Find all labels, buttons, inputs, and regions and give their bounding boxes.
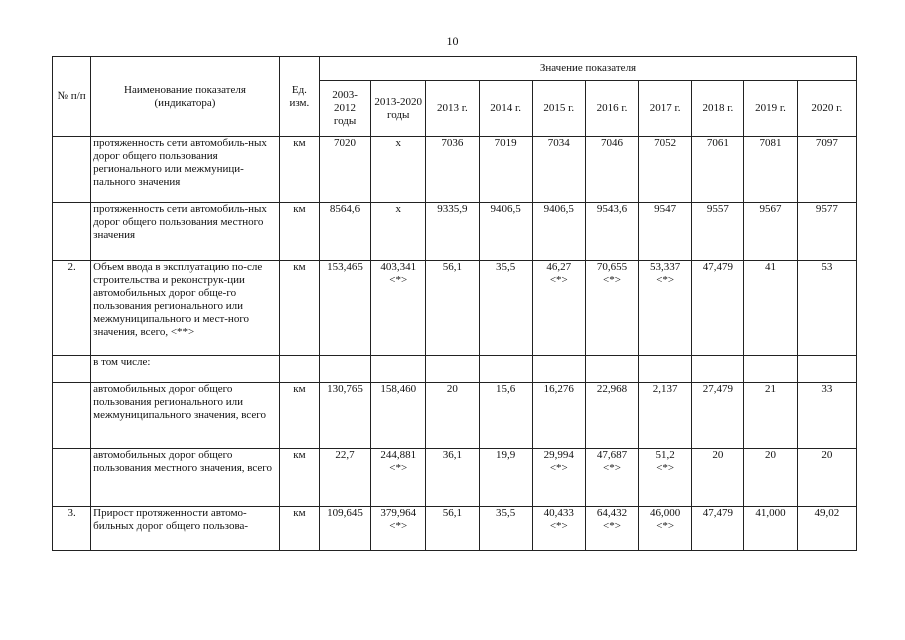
footnote-mark: <*>	[603, 520, 621, 532]
value-cell	[585, 507, 638, 551]
value-text: 7020	[334, 137, 357, 149]
value-text: 9557	[706, 203, 729, 215]
value-text: 40,433	[543, 507, 574, 519]
value-cell	[319, 356, 370, 383]
value-text: 35,5	[495, 261, 516, 273]
header-year-col: 2019 г.	[744, 81, 797, 137]
value-cell	[532, 261, 585, 356]
value-cell	[371, 261, 426, 356]
value-text: 20	[712, 449, 724, 461]
value-cell	[371, 383, 426, 449]
value-cell	[692, 203, 744, 261]
value-cell	[479, 383, 532, 449]
value-cell	[585, 449, 638, 507]
unit-cell: км	[279, 203, 319, 261]
row-number	[53, 383, 91, 449]
table-row	[53, 261, 857, 356]
value-cell	[692, 261, 744, 356]
row-number: 2.	[53, 261, 91, 356]
value-text: 47,479	[702, 261, 733, 273]
value-cell	[319, 383, 370, 449]
value-text: 9567	[759, 203, 782, 215]
value-text: 29,994	[543, 449, 574, 461]
value-cell	[426, 383, 479, 449]
value-cell	[319, 507, 370, 551]
value-cell	[585, 137, 638, 203]
value-cell	[744, 261, 797, 356]
value-cell	[744, 137, 797, 203]
value-text: 53,337	[650, 261, 681, 273]
value-text: 35,5	[495, 507, 516, 519]
row-number: 3.	[53, 507, 91, 551]
footnote-mark: <*>	[549, 462, 568, 474]
value-cell	[585, 203, 638, 261]
value-text: 51,2	[655, 449, 675, 461]
value-text: 56,1	[442, 507, 463, 519]
value-text: 15,6	[495, 383, 516, 395]
value-text: 16,276	[543, 383, 574, 395]
value-cell	[479, 356, 532, 383]
value-text: 9335,9	[437, 203, 468, 215]
table-row	[53, 203, 857, 261]
header-year-col: 2013-2020 годы	[371, 81, 426, 137]
unit-cell: км	[279, 137, 319, 203]
value-cell	[797, 356, 856, 383]
value-cell	[797, 507, 856, 551]
value-cell	[639, 203, 692, 261]
value-text: 109,645	[327, 507, 363, 519]
value-text: х	[395, 137, 401, 149]
value-cell	[797, 449, 856, 507]
value-cell	[479, 507, 532, 551]
value-text: 47,687	[596, 449, 628, 461]
value-cell	[692, 137, 744, 203]
value-text: х	[395, 203, 401, 215]
value-text: 9406,5	[543, 203, 574, 215]
value-text: 7097	[815, 137, 838, 149]
value-cell	[479, 261, 532, 356]
value-cell	[319, 203, 370, 261]
value-cell	[639, 356, 692, 383]
value-cell	[479, 449, 532, 507]
value-cell	[426, 356, 479, 383]
unit-cell	[279, 356, 319, 383]
header-year-col: 2017 г.	[639, 81, 692, 137]
value-text: 403,341	[380, 261, 417, 273]
value-text: 64,432	[596, 507, 628, 519]
value-cell	[479, 203, 532, 261]
table-row	[53, 383, 857, 449]
table-row	[53, 356, 857, 383]
value-text: 46,27	[546, 261, 572, 273]
value-text: 7081	[759, 137, 782, 149]
value-cell	[797, 203, 856, 261]
value-cell	[639, 261, 692, 356]
value-cell	[426, 507, 479, 551]
value-text: 9543,6	[596, 203, 628, 215]
value-text: 7052	[654, 137, 677, 149]
footnote-mark: <*>	[549, 520, 568, 532]
value-cell	[319, 449, 370, 507]
value-text: 36,1	[442, 449, 463, 461]
value-text: 158,460	[380, 383, 417, 395]
value-text: 56,1	[442, 261, 463, 273]
value-cell	[319, 137, 370, 203]
value-cell	[532, 383, 585, 449]
unit-cell: км	[279, 449, 319, 507]
value-text: 33	[821, 383, 833, 395]
value-text: 8564,6	[329, 203, 361, 215]
header-year-col: 2018 г.	[692, 81, 744, 137]
value-cell	[585, 383, 638, 449]
value-cell	[371, 449, 426, 507]
value-cell	[744, 383, 797, 449]
indicator-table	[52, 56, 857, 551]
value-text: 130,765	[327, 383, 363, 395]
value-text: 41,000	[755, 507, 786, 519]
value-cell	[426, 203, 479, 261]
value-text: 7036	[441, 137, 464, 149]
header-year-col: 2003-2012 годы	[319, 81, 370, 137]
value-cell	[532, 449, 585, 507]
header-year-col: 2014 г.	[479, 81, 532, 137]
indicator-name: протяженность сети автомобиль-ных дорог общего пользования регионального или межмуници-пального значения	[91, 137, 280, 203]
value-cell	[744, 203, 797, 261]
value-cell	[692, 449, 744, 507]
value-cell	[639, 383, 692, 449]
row-number	[53, 356, 91, 383]
value-text: 49,02	[814, 507, 840, 519]
header-num: № п/п	[53, 57, 91, 137]
table-row	[53, 137, 857, 203]
value-cell	[371, 203, 426, 261]
value-cell	[371, 356, 426, 383]
value-text: 47,479	[702, 507, 733, 519]
header-year-col: 2020 г.	[797, 81, 856, 137]
value-text: 22,968	[596, 383, 628, 395]
value-cell	[371, 507, 426, 551]
value-text: 9547	[654, 203, 677, 215]
value-cell	[797, 383, 856, 449]
value-cell	[692, 356, 744, 383]
value-text: 9406,5	[490, 203, 521, 215]
unit-cell: км	[279, 383, 319, 449]
unit-cell: км	[279, 261, 319, 356]
value-text: 20	[446, 383, 458, 395]
footnote-mark: <*>	[549, 274, 568, 286]
footnote-mark: <*>	[389, 274, 408, 286]
footnote-mark: <*>	[389, 520, 408, 532]
header-name: Наименование показателя (индикатора)	[91, 57, 280, 137]
footnote-mark: <*>	[656, 462, 675, 474]
value-text: 20	[821, 449, 833, 461]
value-cell	[639, 449, 692, 507]
value-text: 19,9	[495, 449, 516, 461]
header-year-col: 2016 г.	[585, 81, 638, 137]
indicator-name: автомобильных дорог общего пользования регионального или межмуниципального значения, всего	[91, 383, 280, 449]
table-row	[53, 449, 857, 507]
value-cell	[744, 507, 797, 551]
value-text: 379,964	[380, 507, 417, 519]
value-cell	[532, 203, 585, 261]
value-text: 21	[765, 383, 777, 395]
value-cell	[426, 261, 479, 356]
footnote-mark: <*>	[656, 520, 675, 532]
value-text: 20	[765, 449, 777, 461]
header-year-col: 2013 г.	[426, 81, 479, 137]
value-text: 7034	[547, 137, 570, 149]
value-text: 27,479	[702, 383, 733, 395]
value-cell	[532, 137, 585, 203]
value-text: 7019	[494, 137, 517, 149]
value-cell	[585, 261, 638, 356]
value-text: 2,137	[652, 383, 678, 395]
value-cell	[532, 356, 585, 383]
value-cell	[797, 261, 856, 356]
header-values-group: Значение показателя	[319, 57, 856, 81]
footnote-mark: <*>	[603, 462, 621, 474]
value-cell	[371, 137, 426, 203]
indicator-name: протяженность сети автомобиль-ных дорог общего пользования местного значения	[91, 203, 280, 261]
value-text: 41	[765, 261, 777, 273]
value-cell	[319, 261, 370, 356]
row-number	[53, 137, 91, 203]
value-cell	[797, 137, 856, 203]
indicator-name: Прирост протяженности автомо-бильных дорог общего пользова-	[91, 507, 280, 551]
row-number	[53, 203, 91, 261]
value-text: 244,881	[380, 449, 417, 461]
value-text: 7061	[706, 137, 729, 149]
value-text: 53	[821, 261, 833, 273]
value-text: 153,465	[327, 261, 363, 273]
indicator-name: автомобильных дорог общего пользования местного значения, всего	[91, 449, 280, 507]
value-text: 70,655	[596, 261, 628, 273]
value-cell	[744, 356, 797, 383]
indicator-name: Объем ввода в эксплуатацию по-сле строительства и реконструк-ции автомобильных дорог обще-го пользования регионального или межмуниципального и мест-ного значения, всего, <**>	[91, 261, 280, 356]
indicator-name: в том числе:	[91, 356, 280, 383]
value-text: 9577	[815, 203, 838, 215]
table-row	[53, 507, 857, 551]
value-cell	[639, 137, 692, 203]
value-text: 7046	[600, 137, 623, 149]
header-unit: Ед. изм.	[279, 57, 319, 137]
value-cell	[532, 507, 585, 551]
page-number: 10	[446, 34, 459, 48]
value-cell	[426, 449, 479, 507]
unit-cell: км	[279, 507, 319, 551]
value-cell	[639, 507, 692, 551]
value-cell	[692, 383, 744, 449]
row-number	[53, 449, 91, 507]
header-year-col: 2015 г.	[532, 81, 585, 137]
value-cell	[692, 507, 744, 551]
value-cell	[426, 137, 479, 203]
footnote-mark: <*>	[656, 274, 675, 286]
footnote-mark: <*>	[603, 274, 621, 286]
value-cell	[585, 356, 638, 383]
footnote-mark: <*>	[389, 462, 408, 474]
value-text: 46,000	[650, 507, 681, 519]
value-cell	[744, 449, 797, 507]
value-cell	[479, 137, 532, 203]
value-text: 22,7	[335, 449, 355, 461]
